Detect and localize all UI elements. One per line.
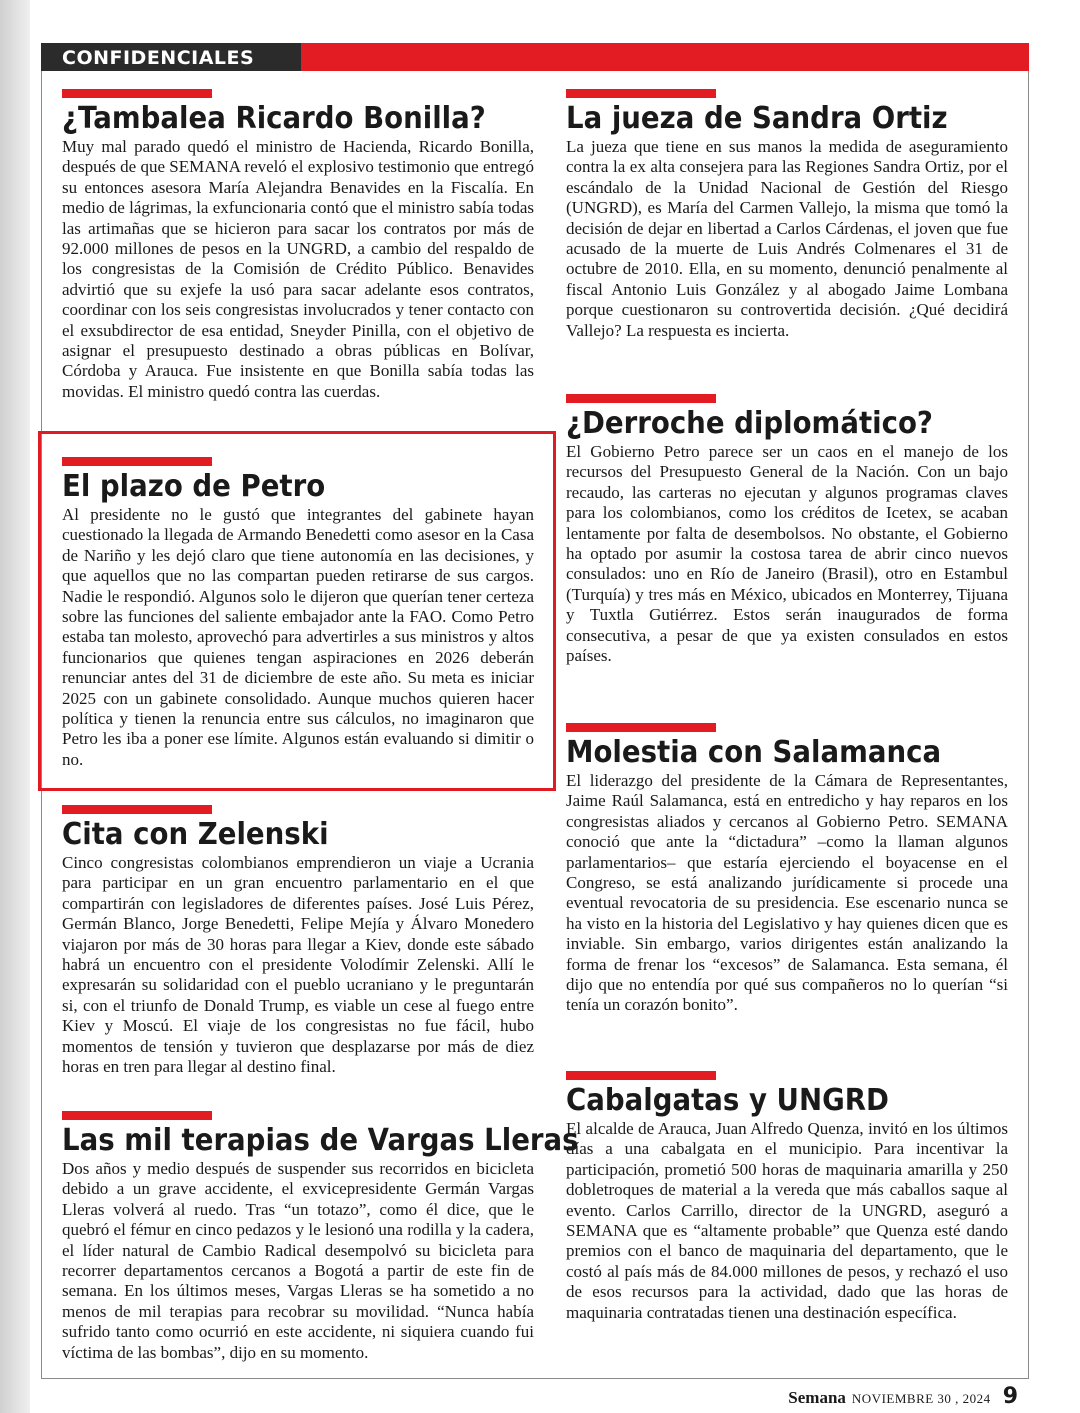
article-accent-bar [566, 723, 716, 732]
article-title: Molestia con Salamanca [566, 735, 942, 770]
article-body: El Gobierno Petro parece ser un caos en el manejo de los recursos del Presupuesto General de la Nación. Con un bajo recaudo, las carteras no ejecutan y algunos programas claves para los colombianos, como los créditos de Icetex, se acaban lentamente por falta de desembolsos. No obstante, el Gobierno ha optado por asumir la costosa tarea de abrir cinco nuevos consulados: uno en Río de Janeiro (Brasil), otro en Estambul (Turquía) y tres más en México, ubicados en Monterrey, Tijuana y Tuxtla Gutiérrez. Estos serán inaugurados de forma consecutiva, a pesar de que ya existen consulados en estos países. [566, 442, 1008, 666]
article-body: El alcalde de Arauca, Juan Alfredo Quenza, invitó en los últimos días a una cabalgata en el municipio. Para incentivar la participación, prometió 500 horas de maquinaria amarilla y 250 dobletroques de material a la vereda que más caballos saque al evento. Carlos Carrillo, director de la UNGRD, aseguró a SEMANA que es “altamente probable” que Quenza esté dando premios con el banco de maquinaria del departamento, que le costó al país más de 84.000 millones de pesos, y rechazó el uso de esos recursos para la actividad, dado que las horas de maquinaria contratadas tienen una destinación específica. [566, 1119, 1008, 1322]
article-cabalgatas [566, 1071, 1008, 1323]
article-title: Cita con Zelenski [62, 817, 329, 852]
magazine-name: Semana [788, 1388, 846, 1407]
issue-date: NOVIEMBRE 30 , 2024 [851, 1391, 991, 1406]
article-title: La jueza de Sandra Ortiz [566, 101, 948, 136]
article-title: ¿Derroche diplomático? [566, 406, 933, 441]
page-gutter-shadow [0, 0, 30, 1413]
page-number: 9 [1002, 1384, 1018, 1409]
article-body: Al presidente no le gustó que integrantes del gabinete hayan cuestionado la llegada de Armando Benedetti como asesor en la Casa de Nariño y les dejó claro que tiene autonomía en las decisiones, y que aquellos que no las compartan pueden retirarse de sus cargos. Nadie le respondió. Algunos solo le dijeron que querían tener certeza sobre las funciones del saliente embajador ante la FAO. Como Petro estaba tan molesto, aprovechó para advertirles a sus ministros y altos funcionarios que quienes tengan aspiraciones en 2026 deberán renunciar antes del 31 de diciembre de este año. Su meta es iniciar 2025 con un gabinete consolidado. Aunque muchos quieren hacer política y tienen la renuncia entre sus cálculos, no imaginaron que Petro les iba a poner ese límite. Algunos están evaluando si dimitir o no. [62, 505, 534, 769]
article-vargas-lleras [62, 1111, 579, 1363]
article-bonilla [62, 89, 534, 402]
page-footer [788, 1384, 1018, 1408]
article-body: Muy mal parado quedó el ministro de Hacienda, Ricardo Bonilla, después de que SEMANA reveló el explosivo testimonio que entregó su entonces asesora María Alejandra Benavides en la Fiscalía. En medio de lágrimas, la exfuncionaria contó que el ministro sabía todas las artimañas que se hicieron para sacar los contratos por más de 92.000 millones de pesos en la UNGRD, a cambio del respaldo de los congresistas de la Comisión de Crédito Público. Benavides advirtió que su exjefe la usó para sacar adelante esos contratos, coordinar con los seis congresistas involucrados y tener contacto con el exsubdirector de esa entidad, Sneyder Pinilla, con el objetivo de asignar el presupuesto destinado a obras públicas en Bolívar, Córdoba y Arauca. Fue insistente en que Bonilla sabía todas las movidas. El ministro quedó contra las cuerdas. [62, 137, 534, 401]
article-body: Dos años y medio después de suspender sus recorridos en bicicleta debido a un grave accidente, el exvicepresidente Germán Vargas Lleras volverá al ruedo. Tras “un totazo”, como él dice, que le quebró el fémur en cinco pedazos y le lesionó una rodilla y la cadera, el líder natural de Cambio Radical desempolvó su bicicleta para recorrer departamentos cercanos a Bogotá a partir de este fin de semana. En los últimos meses, Vargas Lleras se ha sometido a no menos de mil terapias para recobrar su movilidad. “Nunca había sufrido tanto como ocurrió en este accidente, ni siquiera cuando fui víctima de las bombas”, dijo en su momento. [62, 1159, 534, 1362]
article-salamanca [566, 723, 1008, 1016]
article-derroche-diplomatico [566, 394, 1008, 666]
article-body: El liderazgo del presidente de la Cámara de Representantes, Jaime Raúl Salamanca, está en entredicho y hay reparos en los congresistas aliados y cercanos al Gobierno Petro. SEMANA conoció que ante la “dictadura” –como la llaman algunos parlamentarios– que estaría ejerciendo el boyacense en el Congreso, se está analizando jurídicamente si procede una eventual revocatoria de su presidencia. Ese escenario nunca se ha visto en la historia del Legislativo y hay quienes dicen que es inviable. Sin embargo, varios dirigentes están analizando la forma de frenar los “excesos” de Salamanca. Esta semana, él dijo que no entendía por qué sus compañeros no lo querían “si tenía un corazón bonito”. [566, 771, 1008, 1015]
article-accent-bar [566, 1071, 716, 1080]
article-accent-bar [62, 805, 212, 814]
article-zelenski [62, 805, 534, 1077]
article-title: Cabalgatas y UNGRD [566, 1083, 889, 1118]
section-title: CONFIDENCIALES [62, 47, 255, 69]
article-accent-bar [566, 89, 716, 98]
article-body: Cinco congresistas colombianos emprendieron un viaje a Ucrania para participar en un gran encuentro parlamentario en el que compartirán con legisladores de diferentes países. José Luis Pérez, Germán Blanco, Jorge Benedetti, Felipe Mejía y Álvaro Monedero viajaron por más de 30 horas para llegar a Kiev, donde este sábado habrá un encuentro con el presidente Volodímir Zelenski. Allí le expresarán su solidaridad con el pueblo ucraniano y le preguntarán si, con el triunfo de Donald Trump, es viable un cese al fuego entre Kiev y Moscú. El viaje de los congresistas no fue fácil, hubo momentos de tensión y tuvieron que desplazarse por más de diez horas en tren para llegar al destino final. [62, 853, 534, 1077]
article-title: El plazo de Petro [62, 469, 326, 504]
article-accent-bar [566, 394, 716, 403]
article-title: ¿Tambalea Ricardo Bonilla? [62, 101, 486, 136]
article-accent-bar [62, 89, 212, 98]
article-body: La jueza que tiene en sus manos la medida de aseguramiento contra la ex alta consejera para las Regiones Sandra Ortiz, por el escándalo de la Unidad Nacional de Gestión del Riesgo (UNGRD), es María del Carmen Vallejo, la misma que tomó la decisión de dejar en libertad a Carlos Cárdenas, el joven que fue acusado de la muerte de Luis Andrés Colmenares el 31 de octubre de 2010. Ella, en su momento, denunció penalmente al fiscal Antonio Luis González y al abogado Jaime Lombana porque cuestionaron su controvertida decisión. ¿Qué decidirá Vallejo? La respuesta es incierta. [566, 137, 1008, 340]
article-accent-bar [62, 1111, 212, 1120]
highlight-box [38, 431, 556, 791]
article-jueza-sandra-ortiz [566, 89, 1008, 341]
article-title: Las mil terapias de Vargas Lleras [62, 1123, 579, 1158]
